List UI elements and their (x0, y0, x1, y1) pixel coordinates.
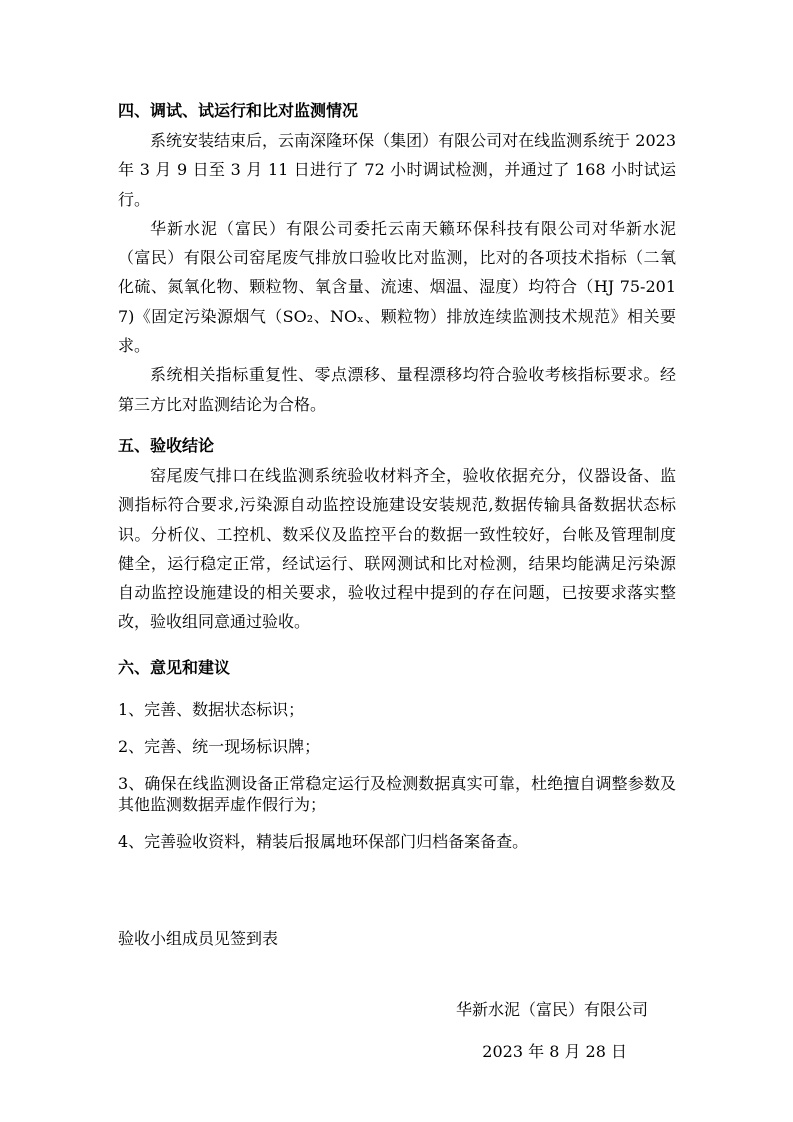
section-heading-acceptance-conclusion: 五、验收结论 (118, 435, 215, 455)
list-item-3: 3、确保在线监测设备正常稳定运行及检测数据真实可靠，杜绝擅自调整参数及其他监测数据弄虚作假行为； (118, 773, 676, 814)
section-heading-commissioning: 四、调试、试运行和比对监测情况 (118, 101, 359, 120)
signin-sheet-note: 验收小组成员见签到表 (118, 928, 279, 948)
paragraph-comparison-monitoring: 华新水泥（富民）有限公司委托云南天籁环保科技有限公司对华新水泥（富民）有限公司窑尾废气排放口验收比对监测，比对的各项技术指标（二氧化硫、氮氧化物、颗粒物、氧含量、流速、烟温、湿度）均符合（HJ 75-2017)《固定污染源烟气（SO₂、NOₓ、颗粒物）排放连续监测技术规范》相关要求。 (118, 218, 676, 356)
company-signature: 华新水泥（富民）有限公司 (455, 999, 648, 1019)
list-item-1: 1、完善、数据状态标识； (118, 699, 305, 719)
signature-date: 2023 年 8 月 28 日 (482, 1041, 627, 1061)
paragraph-acceptance-conclusion: 窑尾废气排口在线监测系统验收材料齐全，验收依据充分，仪器设备、监测指标符合要求,污染源自动监控设施建设安装规范,数据传输具备数据状态标识。分析仪、工控机、数采仪及监控平台的数据一致性较好，台帐及管理制度健全，运行稳定正常，经试运行、联网测试和比对检测，结果均能满足污染源自动监控设施建设的相关要求，验收过程中提到的存在问题，已按要求落实整改，验收组同意通过验收。 (118, 465, 676, 632)
paragraph-drift-indicators: 系统相关指标重复性、零点漂移、量程漂移均符合验收考核指标要求。经第三方比对监测结论为合格。 (118, 365, 676, 414)
document-content (118, 96, 676, 1062)
section-heading-opinions-suggestions: 六、意见和建议 (118, 657, 231, 677)
paragraph-system-installation: 系统安装结束后，云南深隆环保（集团）有限公司对在线监测系统于 2023 年 3 月 9 日至 3 月 11 日进行了 72 小时调试检测，并通过了 168 小时试运行。 (118, 131, 676, 209)
list-item-2: 2、完善、统一现场标识牌； (118, 736, 321, 756)
list-item-4: 4、完善验收资料，精装后报属地环保部门归档备案备查。 (118, 831, 529, 851)
